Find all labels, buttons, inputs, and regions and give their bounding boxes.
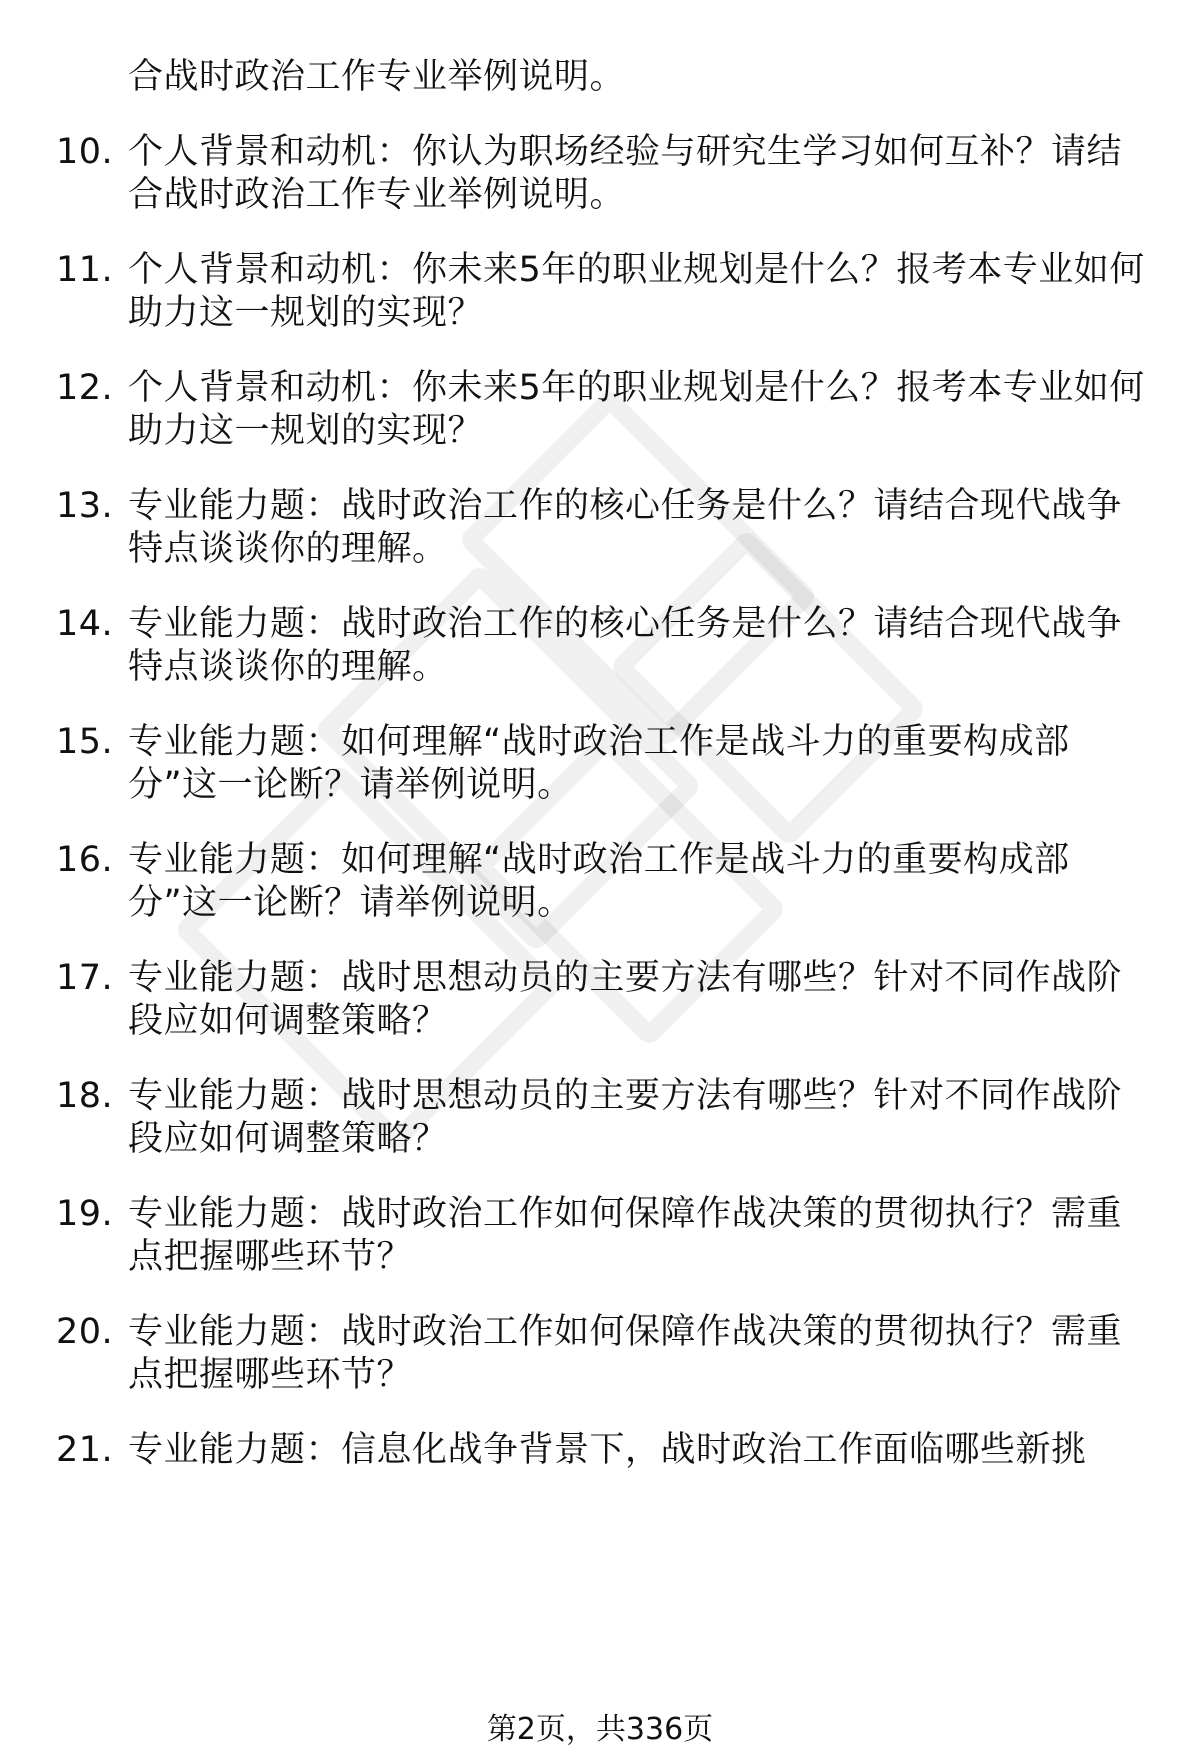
list-item-number: 20. — [56, 1312, 114, 1352]
list-item-line2: 段应如何调整策略？ — [128, 1001, 448, 1041]
list-item-line2: 点把握哪些环节？ — [128, 1355, 413, 1395]
list-item-line2: 分”这一论断？请举例说明。 — [128, 765, 573, 805]
list-item-line1: 个人背景和动机：你未来5年的职业规划是什么？报考本专业如何 — [128, 250, 1145, 290]
list-item-number: 16. — [56, 840, 114, 880]
list-item-number: 17. — [56, 958, 114, 998]
list-item-line2: 点把握哪些环节？ — [128, 1237, 413, 1277]
list-item-line1: 专业能力题：战时思想动员的主要方法有哪些？针对不同作战阶 — [128, 1076, 1123, 1116]
list-item-line1: 专业能力题：战时政治工作如何保障作战决策的贯彻执行？需重 — [128, 1194, 1123, 1234]
list-item-line1: 个人背景和动机：你未来5年的职业规划是什么？报考本专业如何 — [128, 368, 1145, 408]
list-item-number: 14. — [56, 604, 114, 644]
list-item-line1: 合战时政治工作专业举例说明。 — [128, 57, 626, 97]
page-footer: 第2页，共336页 — [486, 1712, 714, 1747]
list-item-line2: 助力这一规划的实现？ — [128, 411, 484, 451]
list-item-number: 12. — [56, 368, 114, 408]
list-item-line1: 专业能力题：如何理解“战时政治工作是战斗力的重要构成部 — [128, 722, 1070, 762]
list-item-line1: 个人背景和动机：你认为职场经验与研究生学习如何互补？请结 — [128, 132, 1123, 172]
list-item-line1: 专业能力题：战时政治工作如何保障作战决策的贯彻执行？需重 — [128, 1312, 1123, 1352]
list-item-number: 10. — [56, 132, 114, 172]
list-item-line1: 专业能力题：战时政治工作的核心任务是什么？请结合现代战争 — [128, 486, 1123, 526]
list-item-number: 19. — [56, 1194, 114, 1234]
list-item-line2: 助力这一规划的实现？ — [128, 293, 484, 333]
list-item-line1: 专业能力题：战时政治工作的核心任务是什么？请结合现代战争 — [128, 604, 1123, 644]
list-item-line2: 段应如何调整策略？ — [128, 1119, 448, 1159]
list-item-number: 15. — [56, 722, 114, 762]
list-item-line1: 专业能力题：战时思想动员的主要方法有哪些？针对不同作战阶 — [128, 958, 1123, 998]
list-item-line2: 特点谈谈你的理解。 — [128, 647, 448, 687]
list-item-line2: 分”这一论断？请举例说明。 — [128, 883, 573, 923]
list-item-number: 21. — [56, 1430, 114, 1470]
list-item-line1: 专业能力题：信息化战争背景下，战时政治工作面临哪些新挑 — [128, 1430, 1087, 1470]
list-item-line2: 特点谈谈你的理解。 — [128, 529, 448, 569]
list-item-number: 11. — [56, 250, 114, 290]
list-item-line1: 专业能力题：如何理解“战时政治工作是战斗力的重要构成部 — [128, 840, 1070, 880]
list-item-line2: 合战时政治工作专业举例说明。 — [128, 175, 626, 215]
list-item-number: 13. — [56, 486, 114, 526]
list-item-number: 18. — [56, 1076, 114, 1116]
